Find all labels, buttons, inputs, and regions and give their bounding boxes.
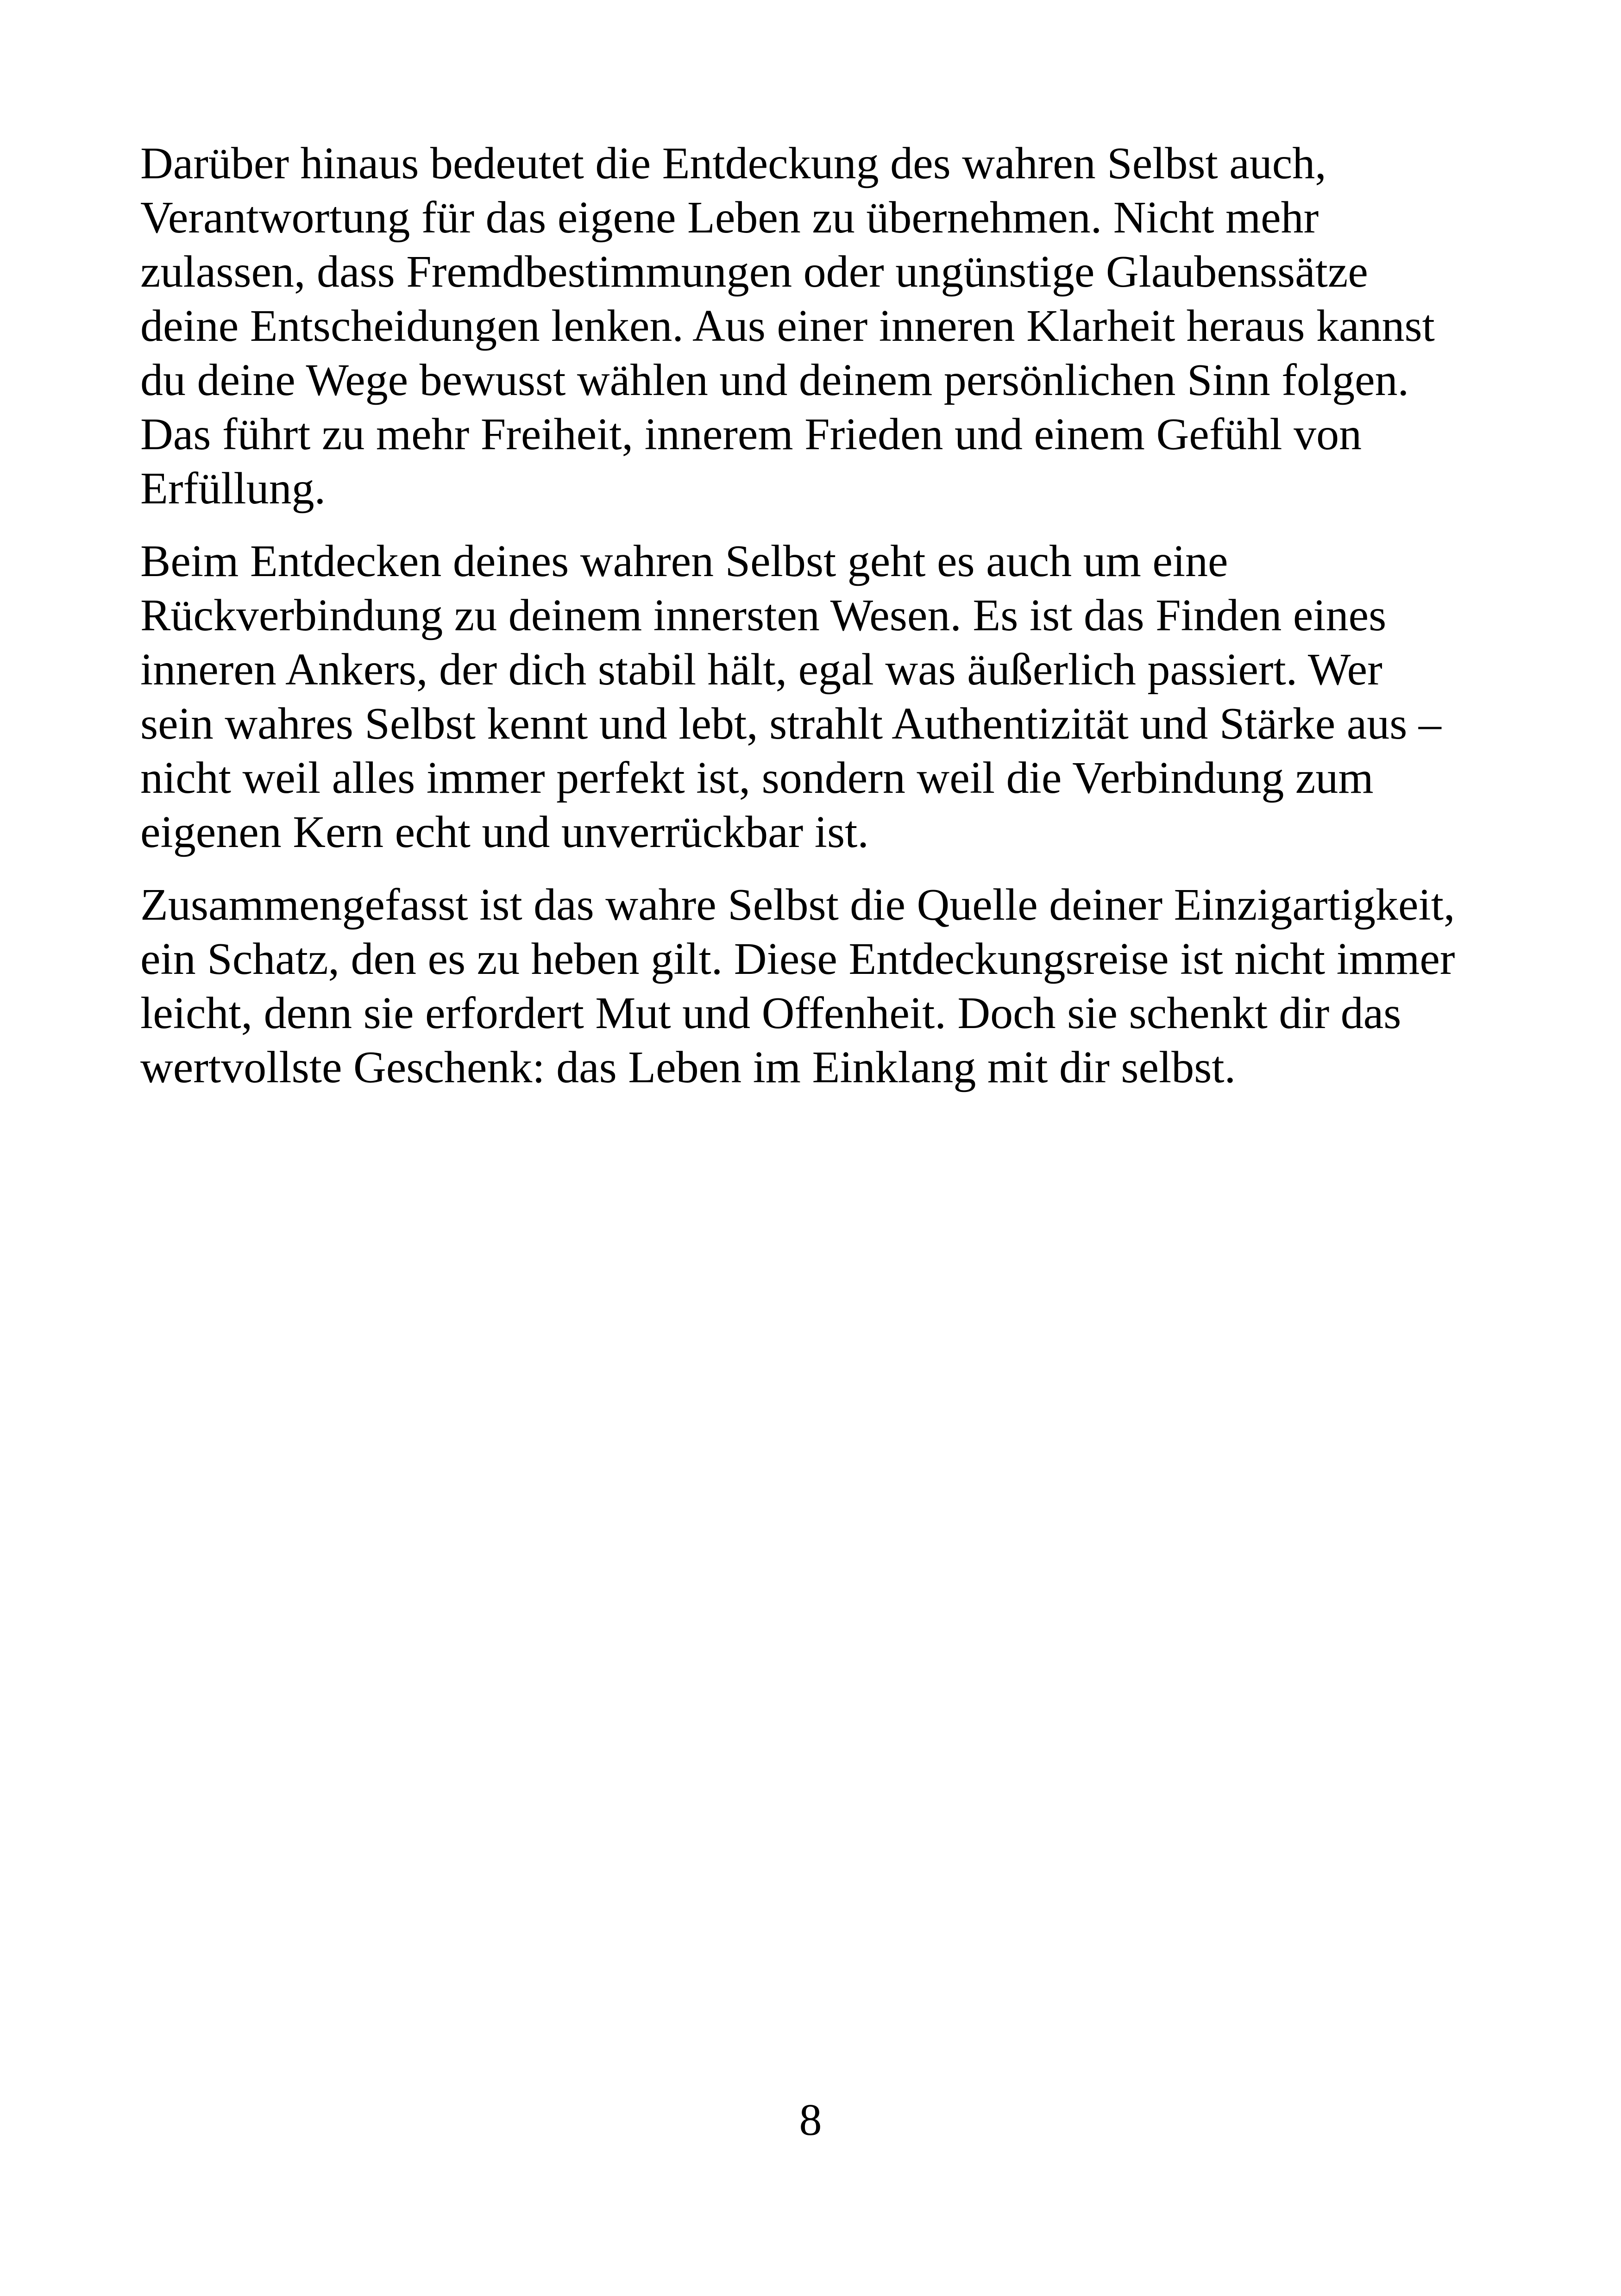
text-line: du deine Wege bewusst wählen und deinem persönlichen Sinn folgen.	[140, 355, 1409, 405]
text-line: leicht, denn sie erfordert Mut und Offenheit. Doch sie schenkt dir das	[140, 988, 1401, 1038]
body-text	[140, 137, 1507, 1113]
paragraph-2	[140, 534, 1507, 859]
text-line: Das führt zu mehr Freiheit, innerem Frieden und einem Gefühl von	[140, 409, 1362, 459]
text-line: wertvollste Geschenk: das Leben im Einklang mit dir selbst.	[140, 1042, 1236, 1092]
text-line: inneren Ankers, der dich stabil hält, egal was äußerlich passiert. Wer	[140, 645, 1382, 695]
text-line: ein Schatz, den es zu heben gilt. Diese Entdeckungsreise ist nicht immer	[140, 934, 1455, 984]
text-line: eigenen Kern echt und unverrückbar ist.	[140, 807, 869, 857]
text-line: nicht weil alles immer perfekt ist, sondern weil die Verbindung zum	[140, 753, 1374, 803]
page-number: 8	[799, 2095, 822, 2145]
text-line: zulassen, dass Fremdbestimmungen oder ungünstige Glaubenssätze	[140, 247, 1368, 297]
paragraph-1	[140, 137, 1507, 516]
text-line: Darüber hinaus bedeutet die Entdeckung des wahren Selbst auch,	[140, 138, 1326, 188]
text-line: deine Entscheidungen lenken. Aus einer inneren Klarheit heraus kannst	[140, 301, 1435, 351]
text-line: Verantwortung für das eigene Leben zu übernehmen. Nicht mehr	[140, 193, 1319, 243]
text-line: Beim Entdecken deines wahren Selbst geht es auch um eine	[140, 536, 1228, 586]
text-line: Rückverbindung zu deinem innersten Wesen. Es ist das Finden eines	[140, 590, 1387, 640]
text-line: Zusammengefasst ist das wahre Selbst die Quelle deiner Einzigartigkeit,	[140, 880, 1455, 930]
text-line: Erfüllung.	[140, 464, 326, 514]
text-line: sein wahres Selbst kennt und lebt, strahlt Authentizität und Stärke aus –	[140, 699, 1441, 749]
paragraph-3	[140, 878, 1507, 1095]
